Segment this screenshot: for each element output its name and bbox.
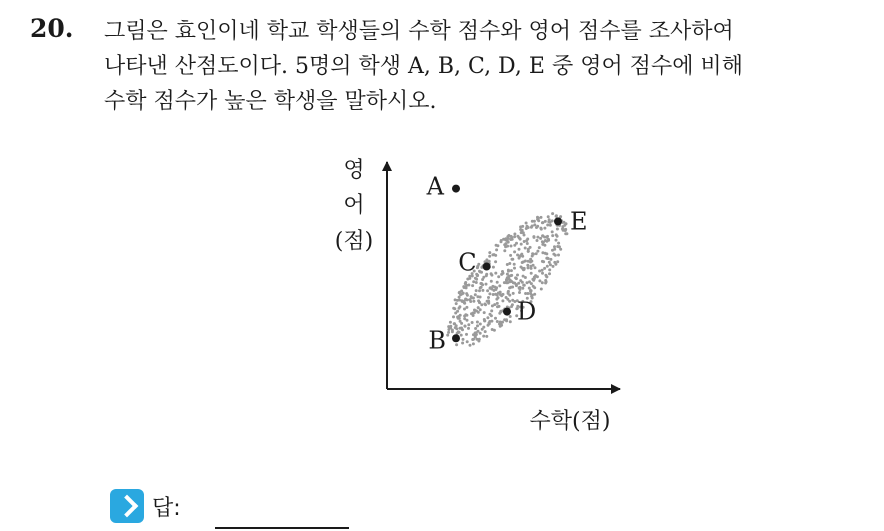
- cluster-dot: [499, 293, 502, 296]
- cluster-dot: [458, 296, 461, 299]
- cluster-dot: [526, 264, 529, 267]
- cluster-dot: [495, 298, 498, 301]
- cluster-dot: [525, 222, 528, 225]
- cluster-dot: [551, 212, 554, 215]
- point-b: [452, 334, 460, 342]
- cluster-dot: [516, 274, 519, 277]
- cluster-dot: [545, 275, 548, 278]
- cluster-dot: [503, 243, 506, 246]
- cluster-dot: [493, 303, 496, 306]
- cluster-dot: [461, 328, 464, 331]
- cluster-dot: [466, 319, 469, 322]
- cluster-dot: [465, 292, 468, 295]
- cluster-dot: [464, 325, 467, 328]
- cluster-dot: [475, 278, 478, 281]
- cluster-dot: [508, 286, 511, 289]
- cluster-dot: [494, 293, 497, 296]
- cluster-dot: [467, 323, 470, 326]
- cluster-dot: [506, 245, 509, 248]
- cluster-dot: [541, 243, 544, 246]
- cluster-dot: [486, 289, 489, 292]
- cluster-dot: [513, 244, 516, 247]
- cluster-dot: [538, 279, 541, 282]
- cluster-dot: [507, 269, 510, 272]
- cluster-dot: [513, 235, 516, 238]
- cluster-dot: [522, 284, 525, 287]
- cluster-dot: [512, 292, 515, 295]
- cluster-dot: [462, 338, 465, 341]
- cluster-dot: [541, 235, 544, 238]
- cluster-dot: [501, 299, 504, 302]
- cluster-dot: [547, 239, 550, 242]
- question-line: 나타낸 산점도이다. 5명의 학생 A, B, C, D, E 중 영어 점수에 비해: [104, 54, 743, 79]
- cluster-dot: [540, 228, 543, 231]
- cluster-dot: [446, 334, 449, 337]
- cluster-dot: [500, 273, 503, 276]
- cluster-dot: [488, 251, 491, 254]
- cluster-dot: [538, 246, 541, 249]
- cluster-dot: [556, 228, 559, 231]
- cluster-dot: [507, 290, 510, 293]
- cluster-dot: [553, 245, 556, 248]
- cluster-dot: [563, 224, 566, 227]
- cluster-dot: [496, 244, 499, 247]
- cluster-dot: [456, 310, 459, 313]
- cluster-dot: [549, 221, 552, 224]
- cluster-dot: [506, 273, 509, 276]
- cluster-dot: [478, 301, 481, 304]
- cluster-dot: [478, 270, 481, 273]
- cluster-dot: [496, 281, 499, 284]
- cluster-dot: [490, 288, 493, 291]
- cluster-dot: [475, 289, 478, 292]
- cluster-dot: [491, 253, 494, 256]
- cluster-dot: [527, 248, 530, 251]
- cluster-dot: [476, 324, 479, 327]
- cluster-dot: [463, 308, 466, 311]
- cluster-dot: [527, 266, 530, 269]
- cluster-dot: [548, 218, 551, 221]
- cluster-dot: [453, 307, 456, 310]
- cluster-dot: [451, 329, 454, 332]
- cluster-dot: [495, 286, 498, 289]
- cluster-dot: [540, 216, 543, 219]
- cluster-dot: [536, 239, 539, 242]
- cluster-dot: [490, 274, 493, 277]
- cluster-dot: [532, 264, 535, 267]
- cluster-dot: [508, 262, 511, 265]
- cluster-dot: [532, 253, 535, 256]
- cluster-dot: [488, 322, 491, 325]
- point-label-e: E: [570, 207, 588, 236]
- question-line: 수학 점수가 높은 학생을 말하시오.: [104, 89, 437, 114]
- cluster-dot: [489, 313, 492, 316]
- cluster-dot: [534, 266, 537, 269]
- cluster-dot: [513, 263, 516, 266]
- answer-blank[interactable]: [215, 527, 349, 529]
- cluster-dot: [556, 260, 559, 263]
- cluster-dot: [533, 220, 536, 223]
- cluster-dot: [490, 280, 493, 283]
- cluster-dot: [494, 317, 497, 320]
- cluster-dot: [508, 300, 511, 303]
- cluster-dot: [515, 277, 518, 280]
- arrow-right-icon: [110, 489, 144, 523]
- cluster-dot: [460, 334, 463, 337]
- cluster-dot: [464, 281, 467, 284]
- cluster-dot: [471, 284, 474, 287]
- cluster-dot: [488, 255, 491, 258]
- cluster-dot: [543, 267, 546, 270]
- cluster-dot: [483, 311, 486, 314]
- cluster-dot: [539, 237, 542, 240]
- cluster-dot: [551, 230, 554, 233]
- cluster-dot: [472, 338, 475, 341]
- point-d: [503, 308, 511, 316]
- cluster-dot: [478, 289, 481, 292]
- cluster-dot: [530, 226, 533, 229]
- cluster-dot: [471, 321, 474, 324]
- cluster-dot: [475, 333, 478, 336]
- cluster-dot: [552, 253, 555, 256]
- cluster-dot: [541, 221, 544, 224]
- cluster-dot: [509, 315, 512, 318]
- cluster-dot: [540, 288, 543, 291]
- cluster-dot: [543, 227, 546, 230]
- cluster-dot: [481, 278, 484, 281]
- cluster-dot: [477, 330, 480, 333]
- cluster-dot: [485, 283, 488, 286]
- cluster-dot: [480, 282, 483, 285]
- cluster-dot: [500, 240, 503, 243]
- cluster-dot: [545, 280, 548, 283]
- cluster-dot: [555, 215, 558, 218]
- cluster-dot: [503, 249, 506, 252]
- cluster-dot: [555, 233, 558, 236]
- cluster-dot: [509, 320, 512, 323]
- cluster-dot: [547, 215, 550, 218]
- cluster-dot: [499, 321, 502, 324]
- cluster-dot: [456, 316, 459, 319]
- cluster-dot: [498, 312, 501, 315]
- cluster-dot: [557, 242, 560, 245]
- cluster-dot: [556, 245, 559, 248]
- cluster-dot: [541, 251, 544, 254]
- cluster-dot: [510, 305, 513, 308]
- cluster-dot: [458, 299, 461, 302]
- cluster-dot: [487, 296, 490, 299]
- point-c: [483, 263, 491, 271]
- cluster-dot: [545, 236, 548, 239]
- answer-area: [110, 488, 181, 524]
- cluster-dot: [465, 286, 468, 289]
- cluster-dot: [493, 329, 496, 332]
- cluster-dot: [526, 242, 529, 245]
- cluster-dot: [449, 326, 452, 329]
- cluster-dot: [527, 226, 530, 229]
- cluster-dot: [510, 245, 513, 248]
- cluster-dot: [480, 303, 483, 306]
- cluster-dot: [546, 265, 549, 268]
- cluster-dot: [496, 302, 499, 305]
- cluster-dot: [562, 229, 565, 232]
- cluster-dot: [472, 314, 475, 317]
- cluster-dot: [548, 268, 551, 271]
- cluster-dot: [465, 333, 468, 336]
- cluster-dot: [542, 260, 545, 263]
- cluster-dot: [549, 263, 552, 266]
- cluster-dot: [511, 258, 514, 261]
- cluster-dot: [518, 291, 521, 294]
- cluster-dot: [555, 239, 558, 242]
- cluster-dot: [474, 293, 477, 296]
- cluster-dot: [535, 252, 538, 255]
- cluster-dot: [535, 226, 538, 229]
- cluster-dot: [511, 299, 514, 302]
- cluster-dot: [458, 291, 461, 294]
- cluster-dot: [518, 288, 521, 291]
- cluster-dot: [455, 302, 458, 305]
- point-label-a: A: [426, 172, 444, 201]
- cluster-dot: [509, 238, 512, 241]
- cluster-dot: [506, 239, 509, 242]
- cluster-dot: [523, 267, 526, 270]
- cluster-dot: [533, 236, 536, 239]
- cluster-dot: [533, 223, 536, 226]
- cluster-dot: [564, 232, 567, 235]
- cluster-dot: [521, 229, 524, 232]
- cluster-dot: [515, 283, 518, 286]
- cluster-dot: [506, 235, 509, 238]
- point-label-c: C: [458, 248, 477, 277]
- cluster-dot: [547, 257, 550, 260]
- cluster-dot: [479, 286, 482, 289]
- answer-label: 답:: [152, 495, 181, 521]
- cluster-dot: [518, 248, 521, 251]
- cluster-dot: [465, 314, 468, 317]
- cluster-dot: [488, 292, 491, 295]
- cluster-dot: [447, 331, 450, 334]
- cluster-dot: [528, 280, 531, 283]
- point-label-d: D: [517, 297, 537, 326]
- cluster-dot: [526, 292, 529, 295]
- cluster-dot: [549, 258, 552, 261]
- cluster-dot: [519, 225, 522, 228]
- cluster-dot: [519, 279, 522, 282]
- cluster-dot: [509, 254, 512, 257]
- cluster-dot: [481, 328, 484, 331]
- cluster-dot: [496, 320, 499, 323]
- cluster-dot: [531, 278, 534, 281]
- cluster-dot: [521, 255, 524, 258]
- cluster-dot: [557, 254, 560, 257]
- cluster-dot: [483, 319, 486, 322]
- cluster-dot: [498, 284, 501, 287]
- cluster-dot: [476, 295, 479, 298]
- cluster-dot: [453, 322, 456, 325]
- question-line: 그림은 효인이네 학교 학생들의 수학 점수와 영어 점수를 조사하여: [104, 19, 734, 44]
- cluster-dot: [459, 314, 462, 317]
- cluster-dot: [481, 289, 484, 292]
- cluster-dot: [553, 261, 556, 264]
- cluster-dot: [524, 260, 527, 263]
- cluster-dot: [494, 254, 497, 257]
- cluster-dot: [479, 308, 482, 311]
- cluster-dot: [520, 243, 523, 246]
- cluster-dot: [463, 300, 466, 303]
- cluster-dot: [510, 274, 513, 277]
- cluster-dot: [458, 305, 461, 308]
- point-e: [554, 217, 562, 225]
- cluster-dot: [552, 265, 555, 268]
- y-axis-label-line: (점): [334, 229, 374, 254]
- cluster-dot: [476, 321, 479, 324]
- cluster-dot: [486, 316, 489, 319]
- cluster-dot: [497, 275, 500, 278]
- cluster-dot: [505, 296, 508, 299]
- cluster-dot: [475, 338, 478, 341]
- cluster-dot: [485, 273, 488, 276]
- scatter-cluster: [446, 212, 568, 347]
- cluster-dot: [452, 315, 455, 318]
- cluster-dot: [472, 342, 475, 345]
- cluster-dot: [490, 320, 493, 323]
- cluster-dot: [484, 303, 487, 306]
- cluster-dot: [546, 224, 549, 227]
- point-label-b: B: [428, 326, 446, 355]
- cluster-dot: [469, 344, 472, 347]
- cluster-dot: [491, 285, 494, 288]
- cluster-dot: [510, 280, 513, 283]
- cluster-dot: [487, 299, 490, 302]
- cluster-dot: [541, 272, 544, 275]
- cluster-dot: [457, 331, 460, 334]
- cluster-dot: [551, 234, 554, 237]
- cluster-dot: [527, 260, 530, 263]
- cluster-dot: [477, 311, 480, 314]
- cluster-dot: [523, 234, 526, 237]
- cluster-dot: [475, 281, 478, 284]
- cluster-dot: [536, 236, 539, 239]
- cluster-dot: [549, 224, 552, 227]
- cluster-dot: [473, 311, 476, 314]
- cluster-dot: [449, 321, 452, 324]
- cluster-dot: [459, 327, 462, 330]
- cluster-dot: [462, 292, 465, 295]
- cluster-dot: [534, 274, 537, 277]
- cluster-dot: [492, 266, 495, 269]
- cluster-dot: [498, 305, 501, 308]
- cluster-dot: [495, 248, 498, 251]
- cluster-dot: [461, 342, 464, 345]
- cluster-dot: [484, 330, 487, 333]
- cluster-dot: [548, 272, 551, 275]
- cluster-dot: [490, 309, 493, 312]
- cluster-dot: [511, 286, 514, 289]
- cluster-dot: [467, 284, 470, 287]
- cluster-dot: [522, 275, 525, 278]
- cluster-dot: [541, 240, 544, 243]
- cluster-dot: [494, 272, 497, 275]
- cluster-dot: [470, 296, 473, 299]
- cluster-dot: [503, 318, 506, 321]
- cluster-dot: [518, 255, 521, 258]
- cluster-dot: [529, 258, 532, 261]
- cluster-dot: [479, 323, 482, 326]
- cluster-dot: [545, 252, 548, 255]
- cluster-dot: [538, 270, 541, 273]
- cluster-dot: [524, 247, 527, 250]
- cluster-dot: [467, 327, 470, 330]
- cluster-dot: [531, 294, 534, 297]
- cluster-dot: [466, 340, 469, 343]
- cluster-dot: [530, 272, 533, 275]
- cluster-dot: [503, 281, 506, 284]
- cluster-dot: [474, 327, 477, 330]
- cluster-dot: [505, 279, 508, 282]
- cluster-dot: [494, 260, 497, 263]
- cluster-dot: [485, 335, 488, 338]
- cluster-dot: [455, 343, 458, 346]
- cluster-dot: [454, 298, 457, 301]
- cluster-dot: [536, 216, 539, 219]
- cluster-dot: [537, 219, 540, 222]
- y-axis-label-line: 어: [343, 193, 365, 218]
- cluster-dot: [482, 335, 485, 338]
- cluster-dot: [528, 287, 531, 290]
- cluster-dot: [472, 280, 475, 283]
- x-axis-label: 수학(점): [529, 409, 611, 434]
- y-axis-label-line: 영: [343, 158, 365, 183]
- cluster-dot: [510, 269, 513, 272]
- cluster-dot: [513, 267, 516, 270]
- cluster-dot: [466, 298, 469, 301]
- cluster-dot: [501, 270, 504, 273]
- cluster-dot: [521, 287, 524, 290]
- cluster-dot: [513, 250, 516, 253]
- cluster-dot: [533, 286, 536, 289]
- point-a: [452, 185, 460, 193]
- cluster-dot: [460, 322, 463, 325]
- cluster-dot: [513, 233, 516, 236]
- cluster-dot: [472, 300, 475, 303]
- cluster-dot: [536, 250, 539, 253]
- cluster-dot: [469, 300, 472, 303]
- cluster-dot: [525, 239, 528, 242]
- cluster-dot: [518, 236, 521, 239]
- question-number: 20.: [30, 14, 74, 43]
- cluster-dot: [541, 281, 544, 284]
